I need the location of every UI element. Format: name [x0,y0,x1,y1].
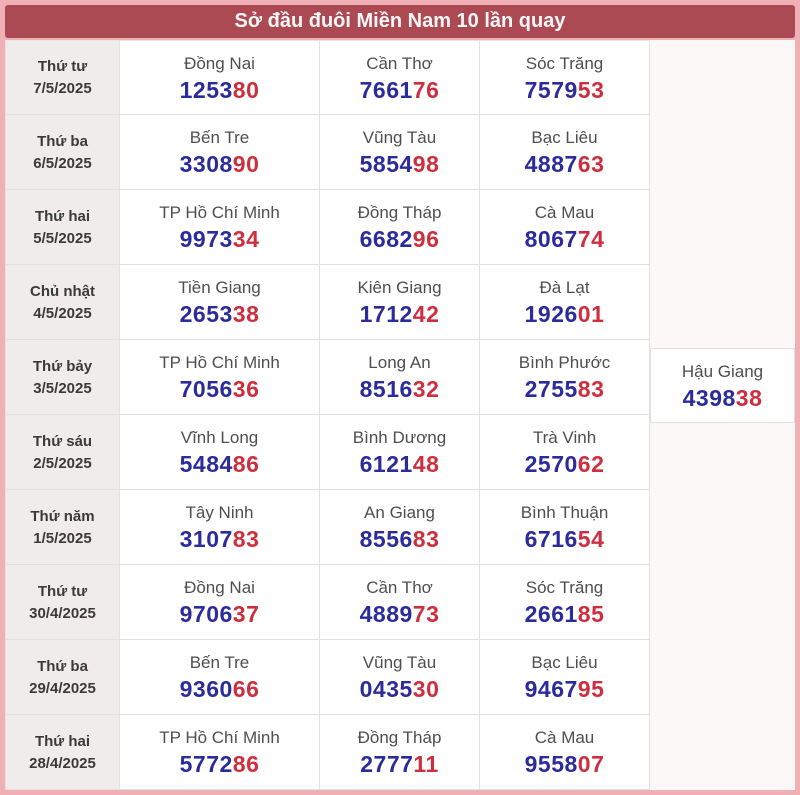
head-digits: 8556 [359,526,413,552]
weekday-label: Thứ sáu [32,432,93,450]
result-cell [120,715,320,790]
result-number [360,378,440,401]
head-digits: 4889 [359,601,413,627]
result-cell [120,115,320,190]
tail-digits: 85 [577,601,605,627]
result-number [360,753,439,776]
date-label: 2/5/2025 [33,454,92,472]
table-row [5,640,795,715]
weekday-label: Thứ ba [37,132,88,150]
head-digits: 9467 [524,676,578,702]
result-cell [480,415,650,490]
table-row [5,190,795,265]
result-number [180,378,260,401]
tail-digits: 96 [412,226,440,252]
head-digits: 6682 [359,226,413,252]
result-number [525,603,605,626]
result-number [525,378,605,401]
table-row [5,490,795,565]
result-number [180,678,260,701]
province-name: Trà Vinh [532,428,597,447]
province-name: Bến Tre [189,653,250,672]
province-name: Đà Lạt [539,278,590,297]
head-digits: 9360 [179,676,233,702]
result-cell [120,40,320,115]
province-name: Hậu Giang [681,361,764,381]
tail-digits: 01 [577,301,605,327]
province-name: Tiền Giang [178,278,261,297]
date-cell [5,340,120,415]
date-label: 6/5/2025 [33,154,92,172]
page-title: Sở đầu đuôi Miền Nam 10 lần quay [234,10,566,32]
province-name: TP Hồ Chí Minh [159,353,280,372]
result-cell [480,340,650,415]
content-area [5,40,795,790]
result-number [360,228,440,251]
result-number [179,76,260,103]
table-row [5,415,795,490]
table-row [5,265,795,340]
head-digits: 5772 [179,751,233,777]
province-name: Vũng Tàu [362,128,437,147]
province-name: TP Hồ Chí Minh [159,203,280,222]
province-name: Bình Phước [518,353,611,372]
province-name: Đồng Tháp [357,203,442,222]
table-row [5,115,795,190]
result-number [180,153,260,176]
head-digits: 3308 [179,151,233,177]
result-number [180,453,260,476]
tail-digits: 53 [577,76,605,103]
result-number [180,603,260,626]
result-number [525,228,605,251]
result-cell [120,265,320,340]
result-number [525,528,605,551]
tail-digits: 83 [232,526,260,552]
weekday-label: Chủ nhật [30,282,95,300]
head-digits: 2661 [524,601,578,627]
results-table [5,40,795,790]
head-digits: 1712 [359,301,413,327]
result-cell [480,190,650,265]
head-digits: 5854 [359,151,413,177]
weekday-label: Thứ ba [37,657,88,675]
head-digits: 1926 [524,301,578,327]
date-cell [5,40,120,115]
date-label: 3/5/2025 [33,379,92,397]
head-digits: 7056 [179,376,233,402]
result-cell [320,415,480,490]
result-cell [320,40,480,115]
province-name: Bạc Liêu [531,653,598,672]
tail-digits: 66 [232,676,260,702]
result-cell [120,340,320,415]
province-name: Cần Thơ [366,53,433,73]
weekday-label: Thứ hai [34,732,91,750]
result-number [682,384,763,411]
tail-digits: 98 [412,151,440,177]
province-name: TP Hồ Chí Minh [159,728,280,747]
date-cell [5,265,120,340]
date-label: 7/5/2025 [33,80,92,97]
result-number [180,303,260,326]
result-number [180,528,260,551]
tail-digits: 83 [577,376,605,402]
table-row [5,565,795,640]
province-name: Sóc Trăng [525,578,604,597]
weekday-label: Thứ tư [37,582,88,600]
table-row [5,40,795,115]
date-label: 5/5/2025 [33,229,92,247]
province-name: Long An [368,353,431,372]
province-name: Đồng Nai [184,578,255,597]
head-digits: 9973 [179,226,233,252]
result-number [525,453,605,476]
tail-digits: 76 [412,76,440,103]
tail-digits: 63 [577,151,605,177]
result-cell [320,490,480,565]
title-bar [5,5,795,38]
province-name: Cần Thơ [366,578,433,597]
head-digits: 5484 [179,451,233,477]
date-cell [5,415,120,490]
weekday-label: Thứ hai [34,207,91,225]
result-cell [320,340,480,415]
tail-digits: 36 [232,376,260,402]
result-cell [480,565,650,640]
weekday-label: Thứ tư [37,58,88,75]
province-name: An Giang [364,503,435,522]
province-name: Vũng Tàu [362,653,437,672]
province-name: Tây Ninh [185,503,254,522]
date-label: 30/4/2025 [29,604,96,622]
date-cell [5,115,120,190]
result-cell [120,490,320,565]
head-digits: 4887 [524,151,578,177]
province-name: Bình Dương [352,428,447,447]
result-cell [480,490,650,565]
result-cell [650,348,795,423]
result-cell [120,415,320,490]
tail-digits: 54 [577,526,605,552]
province-name: Đồng Tháp [357,728,442,747]
date-label: 29/4/2025 [29,679,96,697]
result-number [360,153,440,176]
tail-digits: 11 [413,751,439,777]
province-name: Vĩnh Long [180,428,259,447]
head-digits: 6121 [359,451,413,477]
province-name: Sóc Trăng [525,53,604,73]
result-number [180,753,260,776]
head-digits: 2777 [360,751,414,777]
result-number [180,228,260,251]
tail-digits: 90 [232,151,260,177]
head-digits: 8067 [524,226,578,252]
weekday-label: Thứ năm [30,507,95,525]
weekday-label: Thứ bảy [32,357,93,375]
result-number [524,76,605,103]
tail-digits: 62 [577,451,605,477]
result-number [525,153,605,176]
result-cell [320,640,480,715]
head-digits: 0435 [359,676,413,702]
head-digits: 3107 [179,526,233,552]
tail-digits: 42 [412,301,440,327]
head-digits: 2755 [524,376,578,402]
tail-digits: 37 [232,601,260,627]
province-name: Cà Mau [534,728,595,747]
date-label: 1/5/2025 [33,529,92,547]
province-name: Cà Mau [534,203,595,222]
tail-digits: 86 [232,451,260,477]
head-digits: 1253 [179,76,233,103]
tail-digits: 86 [232,751,260,777]
result-cell [480,265,650,340]
result-cell [480,640,650,715]
province-name: Đồng Nai [184,53,255,73]
tail-digits: 38 [735,384,763,411]
result-cell [480,40,650,115]
result-cell [480,715,650,790]
province-name: Bạc Liêu [531,128,598,147]
province-name: Bến Tre [189,128,250,147]
date-label: 28/4/2025 [29,754,96,772]
tail-digits: 83 [412,526,440,552]
head-digits: 6716 [524,526,578,552]
head-digits: 9558 [524,751,578,777]
province-name: Kiên Giang [357,278,442,297]
head-digits: 2570 [524,451,578,477]
result-number [360,453,440,476]
tail-digits: 48 [412,451,440,477]
result-cell [320,715,480,790]
result-cell [320,190,480,265]
head-digits: 7661 [359,76,413,103]
tail-digits: 74 [577,226,605,252]
tail-digits: 73 [412,601,440,627]
head-digits: 9706 [179,601,233,627]
tail-digits: 30 [412,676,440,702]
result-cell [320,565,480,640]
table-row [5,715,795,790]
result-cell [320,115,480,190]
date-cell [5,490,120,565]
result-number [360,303,440,326]
tail-digits: 80 [232,76,260,103]
result-number [359,76,440,103]
result-cell [480,115,650,190]
result-cell [320,265,480,340]
date-cell [5,640,120,715]
tail-digits: 95 [577,676,605,702]
tail-digits: 07 [577,751,605,777]
head-digits: 2653 [179,301,233,327]
result-number [525,303,605,326]
result-cell [120,565,320,640]
tail-digits: 38 [232,301,260,327]
result-cell [120,190,320,265]
date-label: 4/5/2025 [33,304,92,322]
table-row [5,340,795,415]
result-number [360,678,440,701]
tail-digits: 32 [412,376,440,402]
result-number [525,678,605,701]
province-name: Bình Thuận [520,503,609,522]
head-digits: 8516 [359,376,413,402]
date-cell [5,190,120,265]
head-digits: 4398 [682,384,736,411]
result-cell [120,640,320,715]
date-cell [5,565,120,640]
result-number [525,753,605,776]
head-digits: 7579 [524,76,578,103]
result-number [360,528,440,551]
date-cell [5,715,120,790]
result-number [360,603,440,626]
tail-digits: 34 [232,226,260,252]
